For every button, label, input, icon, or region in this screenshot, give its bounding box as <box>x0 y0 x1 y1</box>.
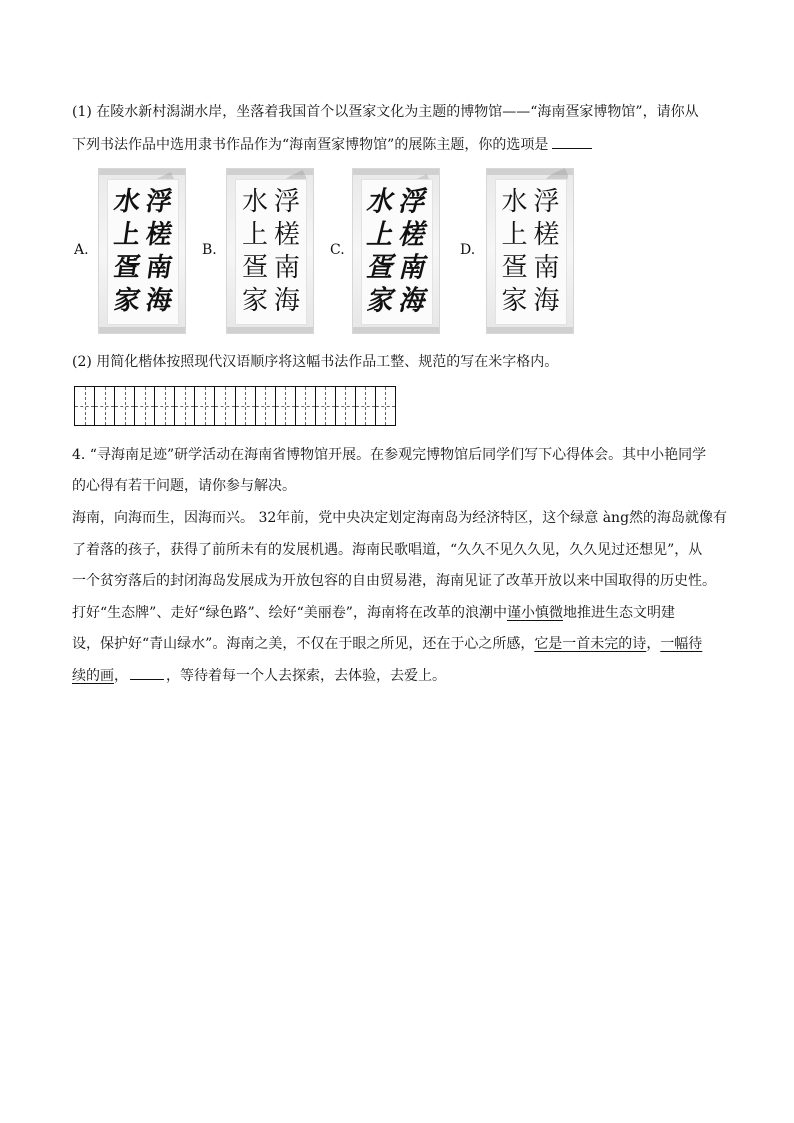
char: 水 <box>364 186 399 218</box>
char: 家 <box>501 286 529 316</box>
calligraphy-scroll-c <box>352 168 440 334</box>
grid-cell[interactable] <box>296 387 316 425</box>
fill-blank[interactable] <box>130 665 164 680</box>
char: 上 <box>501 220 529 250</box>
option-a[interactable] <box>72 168 192 336</box>
answer-blank[interactable] <box>552 134 592 149</box>
char: 槎 <box>396 219 431 251</box>
grid-cell[interactable] <box>215 387 235 425</box>
grid-cell[interactable] <box>75 387 95 425</box>
char: 疍 <box>501 253 529 283</box>
passage-text: ， <box>114 668 128 684</box>
grid-cell[interactable] <box>195 387 215 425</box>
underlined-idiom: 谨小慎微 <box>506 605 563 621</box>
calligraphy-panel <box>495 179 567 325</box>
left-column <box>111 186 143 318</box>
calligraphy-panel <box>361 179 433 325</box>
grid-cell[interactable] <box>276 387 296 425</box>
char: 水 <box>111 187 143 217</box>
passage-line4 <box>72 603 675 623</box>
char: 浮 <box>396 186 431 218</box>
option-a-label: A. <box>74 242 89 258</box>
grid-cell[interactable] <box>115 387 135 425</box>
calligraphy-scroll-a <box>98 168 186 334</box>
passage-text: ，等待着每一个人去探索，去体验，去爱上。 <box>166 668 446 684</box>
char: 浮 <box>533 187 561 217</box>
option-c[interactable] <box>330 168 450 336</box>
char: 槎 <box>273 220 300 250</box>
calligraphy-panel <box>107 179 179 325</box>
q4-intro-line1: 4. “寻海南足迹”研学活动在海南省博物馆开展。在参观完博物馆后同学们写下心得体会。其中小艳同学 <box>72 447 707 463</box>
q2-line: (2) 用简化楷体按照现代汉语顺序将这幅书法作品工整、规范的写在米字格内。 <box>72 354 559 370</box>
char: 疍 <box>241 253 268 283</box>
passage-text: 打好“生态牌”、走好“绿色路”、绘好“美丽卷”，海南将在改革的浪潮中 <box>72 605 507 621</box>
grid-cell[interactable] <box>175 387 195 425</box>
char: 南 <box>273 253 300 283</box>
char: 海 <box>143 286 175 316</box>
mizige-grid[interactable] <box>74 386 396 426</box>
char: 浮 <box>273 187 300 217</box>
passage-line1: 海南，向海而生，因海而兴。 32年前，党中央决定划定海南岛为经济特区，这个绿意 àng然的海岛就像有 <box>72 510 728 526</box>
passage-line3: 一个贫穷落后的封闭海岛发展成为开放包容的自由贸易港，海南见证了改革开放以来中国取得的历史性。 <box>72 573 716 589</box>
option-b-label: B. <box>202 242 217 258</box>
right-column <box>531 186 563 318</box>
char: 家 <box>241 286 268 316</box>
grid-cell[interactable] <box>316 387 336 425</box>
calligraphy-scroll-d <box>486 168 574 334</box>
char: 水 <box>241 187 268 217</box>
option-b[interactable] <box>200 168 320 336</box>
grid-cell[interactable] <box>356 387 376 425</box>
char: 海 <box>533 286 561 316</box>
calligraphy-panel <box>235 179 307 325</box>
grid-cell[interactable] <box>95 387 115 425</box>
char: 南 <box>143 253 175 283</box>
char: 槎 <box>533 220 561 250</box>
grid-cell[interactable] <box>376 387 395 425</box>
q1-line1: (1) 在陵水新村潟湖水岸，坐落着我国首个以疍家文化为主题的博物馆——“海南疍家博物馆”，请你从 <box>72 104 699 120</box>
underlined-sentence: 它是一首未完的诗 <box>534 636 647 652</box>
char: 上 <box>364 219 399 251</box>
underlined-sentence: 一幅待 <box>660 636 703 652</box>
char: 疍 <box>111 253 143 283</box>
char: 海 <box>273 286 300 316</box>
option-c-label: C. <box>330 242 345 258</box>
grid-cell[interactable] <box>155 387 175 425</box>
grid-cell[interactable] <box>236 387 256 425</box>
q4-intro-line2: 的心得有若干问题，请你参与解决。 <box>72 478 296 494</box>
char: 家 <box>111 286 143 316</box>
grid-cell[interactable] <box>256 387 276 425</box>
option-d-label: D. <box>460 242 476 258</box>
calligraphy-scroll-b <box>226 168 314 334</box>
grid-cell[interactable] <box>336 387 356 425</box>
right-column <box>271 186 303 318</box>
passage-text: 地推进生态文明建 <box>562 605 675 621</box>
q1-line2-text: 下列书法作品中选用隶书作品作为“海南疍家博物馆”的展陈主题，你的选项是 <box>72 137 549 153</box>
char: 疍 <box>364 252 399 284</box>
grid-cell[interactable] <box>135 387 155 425</box>
left-column <box>499 186 531 318</box>
char: 海 <box>396 285 431 317</box>
passage-text: 设，保护好“青山绿水”。海南之美，不仅在于眼之所见，还在于心之所感， <box>72 636 535 652</box>
char: 南 <box>533 253 561 283</box>
right-column <box>143 186 175 318</box>
char: 家 <box>364 285 399 317</box>
char: 上 <box>241 220 268 250</box>
char: 南 <box>396 252 431 284</box>
right-column <box>397 186 429 318</box>
q1-line2 <box>72 134 592 155</box>
char: 水 <box>501 187 529 217</box>
left-column <box>365 186 397 318</box>
option-d[interactable] <box>460 168 580 336</box>
passage-line6 <box>72 665 446 686</box>
underlined-sentence: 续的画 <box>72 668 114 684</box>
passage-line2: 了着落的孩子，获得了前所未有的发展机遇。海南民歌唱道，“久久不见久久见，久久见过还想见”，从 <box>72 542 703 558</box>
passage-text: ， <box>646 636 661 652</box>
char: 浮 <box>143 187 175 217</box>
passage-line5 <box>72 634 702 654</box>
char: 上 <box>111 220 143 250</box>
left-column <box>239 186 271 318</box>
char: 槎 <box>143 220 175 250</box>
